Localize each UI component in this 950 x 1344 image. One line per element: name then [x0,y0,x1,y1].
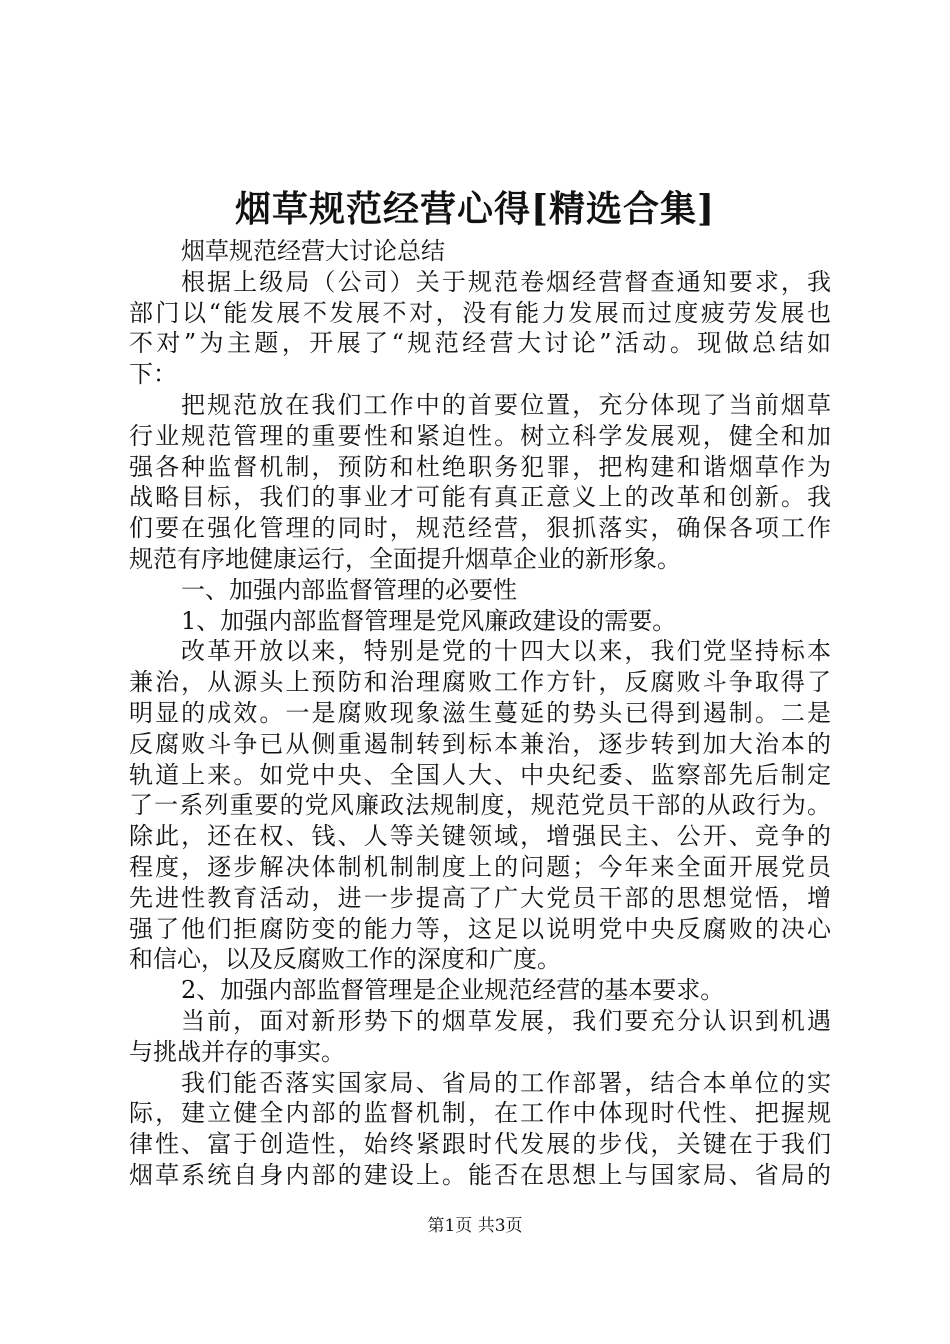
paragraph-line: 与挑战并存的事实。 [129,1037,345,1066]
document-body [129,236,831,1191]
document-title: 烟草规范经营心得[精选合集] [234,188,716,230]
paragraph-line: 下： [129,360,177,389]
paragraph-line: 部门以“能发展不发展不对，没有能力发展而过度疲劳发展也 [129,298,831,327]
paragraph-line: 先进性教育活动，进一步提高了广大党员干部的思想觉悟，增 [129,883,831,912]
paragraph-line: 程度，逐步解决体制机制制度上的问题；今年来全面开展党员 [129,852,831,881]
paragraph-line: 兼治，从源头上预防和治理腐败工作方针，反腐败斗争取得了 [129,668,831,697]
paragraph-line: 规范有序地健康运行，全面提升烟草企业的新形象。 [129,544,681,573]
subtitle-line: 烟草规范经营大讨论总结 [181,237,445,265]
paragraph-line: 行业规范管理的重要性和紧迫性。树立科学发展观，健全和加 [129,421,831,450]
paragraph-line: 改革开放以来，特别是党的十四大以来，我们党坚持标本 [181,637,831,666]
page-number: 第1页 共3页 [427,1216,523,1236]
paragraph-line: 明显的成效。一是腐败现象滋生蔓延的势头已得到遏制。二是 [129,698,831,727]
paragraph-line: 烟草系统自身内部的建设上。能否在思想上与国家局、省局的 [129,1160,831,1189]
paragraph-line: 强了他们拒腐防变的能力等，这足以说明党中央反腐败的决心 [129,914,831,943]
paragraph-line: 当前，面对新形势下的烟草发展，我们要充分认识到机遇 [181,1006,831,1035]
paragraph-line: 律性、富于创造性，始终紧跟时代发展的步伐，关键在于我们 [129,1130,831,1159]
paragraph-line: 我们能否落实国家局、省局的工作部署，结合本单位的实 [181,1068,831,1097]
subsection-heading: 1、加强内部监督管理是党风廉政建设的需要。 [181,606,677,635]
paragraph-line: 了一系列重要的党风廉政法规制度，规范党员干部的从政行为。 [129,791,831,820]
paragraph-line: 际，建立健全内部的监督机制，在工作中体现时代性、把握规 [129,1099,831,1128]
paragraph-line: 轨道上来。如党中央、全国人大、中央纪委、监察部先后制定 [129,760,831,789]
paragraph-line: 根据上级局（公司）关于规范卷烟经营督查通知要求，我 [181,267,831,296]
paragraph-line: 把规范放在我们工作中的首要位置，充分体现了当前烟草 [181,390,831,419]
subsection-heading: 2、加强内部监督管理是企业规范经营的基本要求。 [181,976,725,1005]
paragraph-line: 不对”为主题，开展了“规范经营大讨论”活动。现做总结如 [129,329,831,358]
paragraph-line: 强各种监督机制，预防和杜绝职务犯罪，把构建和谐烟草作为 [129,452,831,481]
paragraph-line: 们要在强化管理的同时，规范经营，狠抓落实，确保各项工作 [129,514,831,543]
paragraph-line: 和信心，以及反腐败工作的深度和广度。 [129,945,561,974]
paragraph-line: 除此，还在权、钱、人等关键领域，增强民主、公开、竞争的 [129,822,831,851]
section-heading: 一、加强内部监督管理的必要性 [181,575,517,604]
paragraph-line: 战略目标，我们的事业才可能有真正意义上的改革和创新。我 [129,483,831,512]
paragraph-line: 反腐败斗争已从侧重遏制转到标本兼治，逐步转到加大治本的 [129,729,831,758]
